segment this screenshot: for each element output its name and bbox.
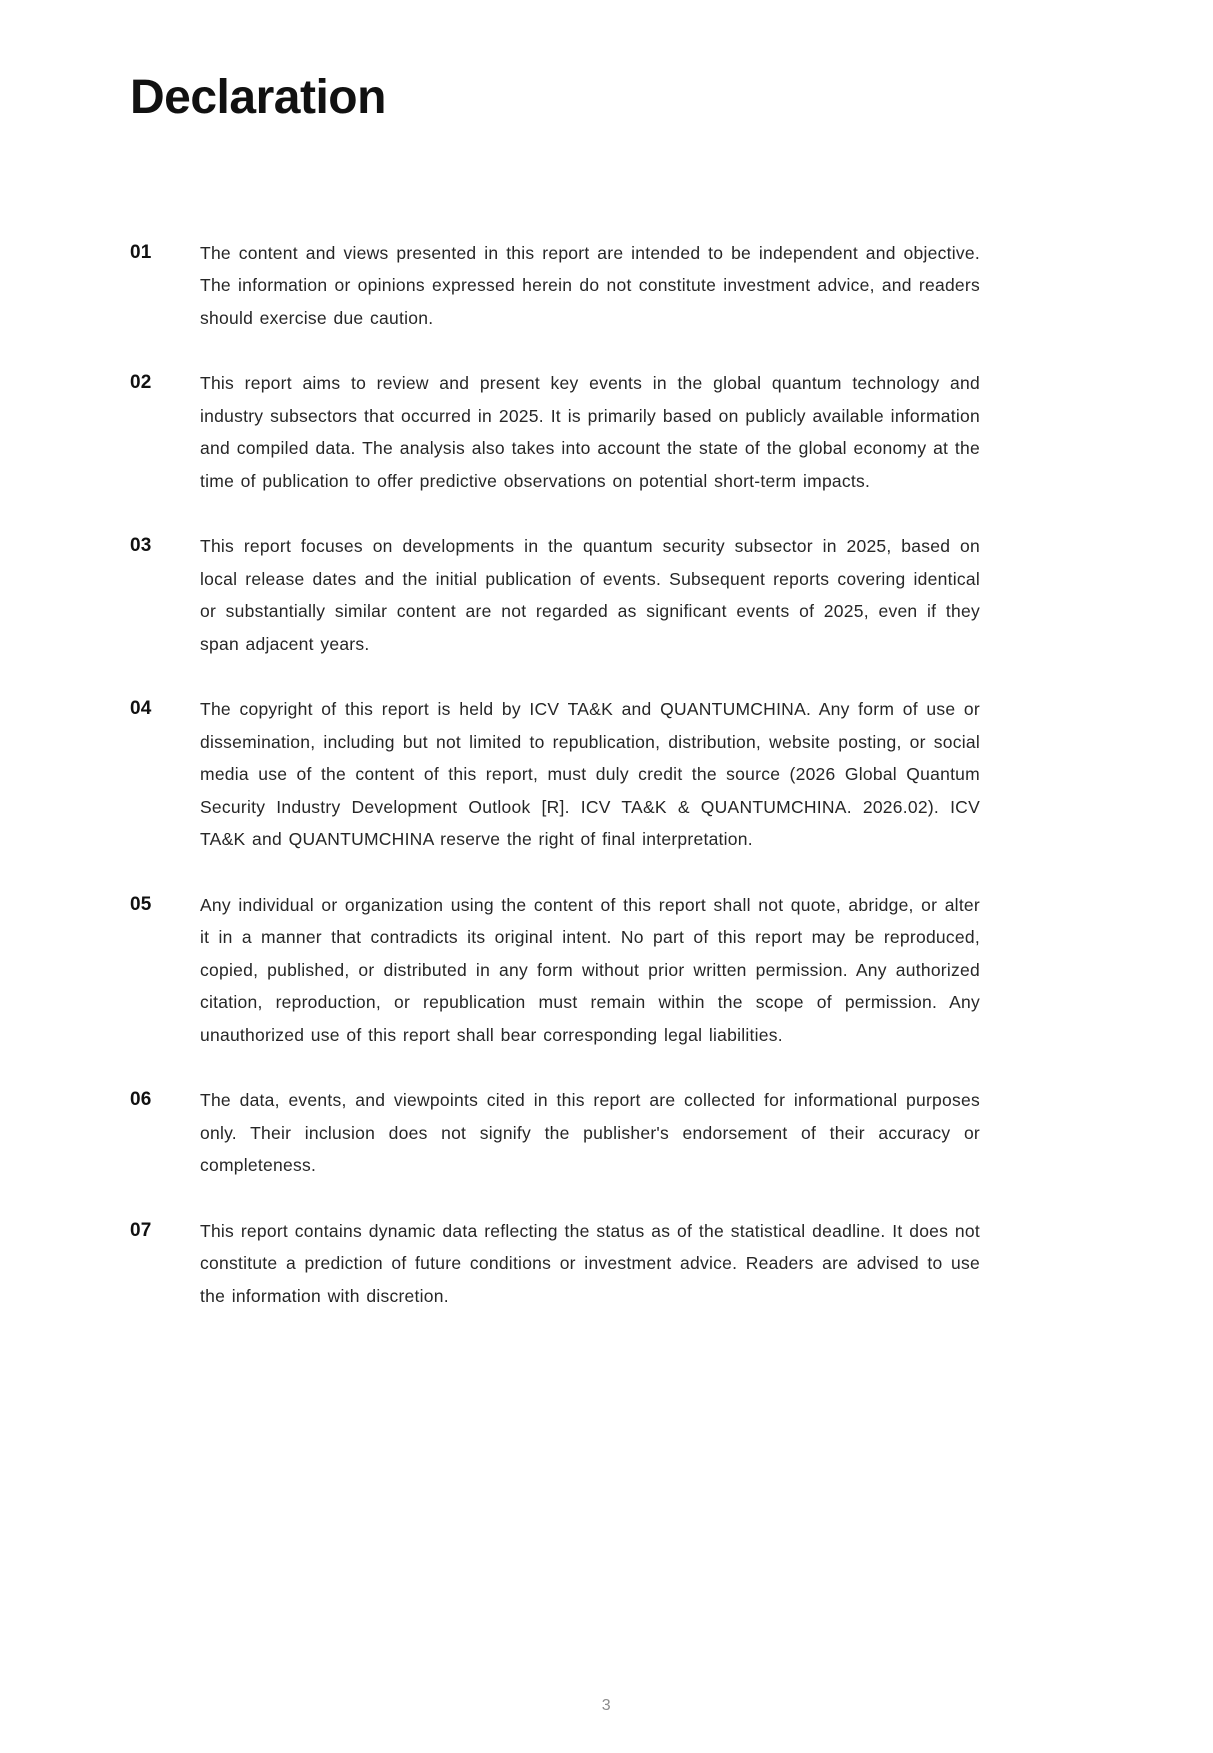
- page-title: Declaration: [130, 71, 386, 124]
- item-text: The data, events, and viewpoints cited in this report are collected for informational purposes only. Their inclusion does not signify the publisher's endorsement of their accuracy or completeness.: [200, 1090, 980, 1176]
- item-text: Any individual or organization using the content of this report shall not quote, abridge, or alter it in a manner that contradicts its original intent. No part of this report may be reproduced, copied, published, or distributed in any form without prior written permission. Any authorized citation, reproduction, or republication must remain within the scope of permission. Any unauthorized use of this report shall bear corresponding legal liabilities.: [200, 894, 980, 1045]
- declaration-item: [130, 237, 980, 335]
- page-number: 3: [601, 1697, 612, 1714]
- page-footer: [0, 1697, 1213, 1715]
- declaration-item: [130, 530, 980, 660]
- item-number: 07: [130, 1219, 152, 1241]
- item-text: The copyright of this report is held by ICV TA&K and QUANTUMCHINA. Any form of use or dissemination, including but not limited to republication, distribution, website posting, or social media use of the content of this report, must duly credit the source (2026 Global Quantum Security Industry Development Outlook [R]. ICV TA&K & QUANTUMCHINA. 2026.02). ICV TA&K and QUANTUMCHINA reserve the right of final interpretation.: [200, 699, 980, 850]
- item-number: 03: [130, 535, 152, 557]
- item-text: This report aims to review and present key events in the global quantum technology and industry subsectors that occurred in 2025. It is primarily based on publicly available information and compiled data. The analysis also takes into account the state of the global economy at the time of publication to offer predictive observations on potential short-term impacts.: [200, 373, 980, 491]
- item-text: This report focuses on developments in the quantum security subsector in 2025, based on local release dates and the initial publication of events. Subsequent reports covering identical or substantially similar content are not regarded as significant events of 2025, even if they span adjacent years.: [200, 536, 980, 654]
- item-number: 02: [130, 372, 152, 394]
- declaration-list: [130, 237, 980, 1313]
- item-text: This report contains dynamic data reflecting the status as of the statistical deadline. It does not constitute a prediction of future conditions or investment advice. Readers are advised to use the information with discretion.: [200, 1220, 980, 1306]
- item-number: 04: [130, 698, 152, 720]
- item-text: The content and views presented in this report are intended to be independent and objective. The information or opinions expressed herein do not constitute investment advice, and readers should exercise due caution.: [200, 242, 980, 328]
- item-number: 01: [130, 241, 152, 263]
- declaration-item: [130, 1215, 980, 1313]
- declaration-item: [130, 889, 980, 1052]
- item-number: 06: [130, 1089, 152, 1111]
- declaration-item: [130, 1084, 980, 1182]
- declaration-item: [130, 367, 980, 497]
- item-number: 05: [130, 893, 152, 915]
- declaration-item: [130, 693, 980, 856]
